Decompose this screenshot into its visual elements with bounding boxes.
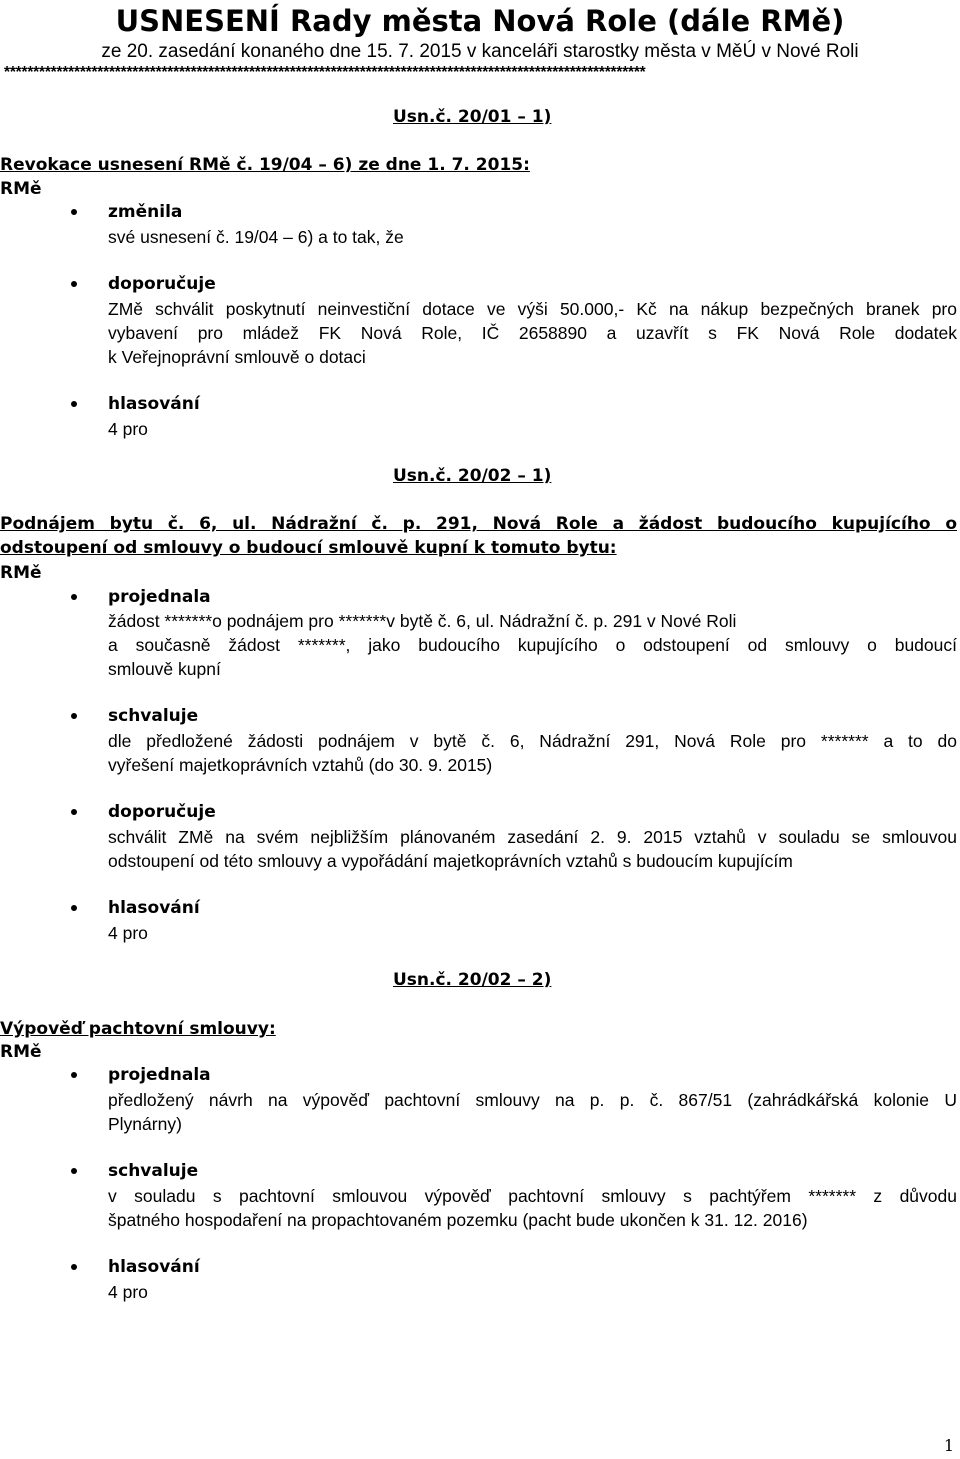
bullet-icon	[71, 594, 77, 600]
resolution-title: Výpověď pachtovní smlouvy:	[0, 1019, 276, 1039]
resolution-title: Revokace usnesení RMě č. 19/04 – 6) ze dne 1. 7. 2015:	[0, 155, 530, 175]
resolution-number: Usn.č. 20/02 – 2)	[393, 970, 552, 990]
resolution-verb: hlasování	[108, 898, 200, 918]
resolution-text: ZMě schválit poskytnutí neinvestiční dotace ve výši 50.000,- Kč na nákup bezpečných branek pro vybavení pro mládež FK Nová Role, IČ 2658890 a uzavřít s FK Nová Role dodatek k Veřejnoprávní smlouvě o dotaci	[108, 299, 957, 367]
bullet-icon	[71, 401, 77, 407]
separator-stars: **************************************************************************************************************	[4, 64, 646, 81]
vote-result: 4 pro	[108, 1282, 148, 1302]
bullet-icon	[71, 713, 77, 719]
resolution-text: své usnesení č. 19/04 – 6) a to tak, že	[108, 227, 404, 247]
resolution-number: Usn.č. 20/01 – 1)	[393, 107, 552, 127]
vote-result: 4 pro	[108, 923, 148, 943]
resolution-text: předložený návrh na výpověď pachtovní smlouvy na p. p. č. 867/51 (zahrádkářská kolonie U Plynárny)	[108, 1090, 957, 1134]
bullet-icon	[71, 905, 77, 911]
document-title: USNESENÍ Rady města Nová Role (dále RMě)	[115, 4, 845, 38]
bullet-icon	[71, 281, 77, 287]
resolution-number: Usn.č. 20/02 – 1)	[393, 466, 552, 486]
resolution-text: dle předložené žádosti podnájem v bytě č. 6, Nádražní 291, Nová Role pro ******* a to do vyřešení majetkoprávních vztahů (do 30. 9. 2015)	[108, 731, 957, 775]
resolution-verb: projednala	[108, 587, 211, 607]
resolution-text: žádost *******o podnájem pro *******v bytě č. 6, ul. Nádražní č. p. 291 v Nové Roli a současně žádost *******, jako budoucího kupujícího o odstoupení od smlouvy o budoucí smlouvě kupní	[108, 611, 957, 679]
resolution-verb: doporučuje	[108, 274, 216, 294]
resolution-verb: schvaluje	[108, 706, 199, 726]
resolution-verb: projednala	[108, 1065, 211, 1085]
resolution-body-label: RMě	[0, 179, 42, 199]
resolution-verb: doporučuje	[108, 802, 216, 822]
resolution-text: schválit ZMě na svém nejbližším plánovaném zasedání 2. 9. 2015 vztahů v souladu se smlouvou odstoupení od této smlouvy a vypořádání majetkoprávních vztahů s budoucím kupujícím	[108, 827, 957, 871]
resolution-verb: změnila	[108, 202, 183, 222]
resolution-title: Podnájem bytu č. 6, ul. Nádražní č. p. 291, Nová Role a žádost budoucího kupujícího o odstoupení od smlouvy o budoucí smlouvě kupní k tomuto bytu:	[0, 514, 957, 558]
resolution-verb: hlasování	[108, 394, 200, 414]
resolution-body-label: RMě	[0, 563, 42, 583]
resolution-verb: hlasování	[108, 1257, 200, 1277]
resolution-text: v souladu s pachtovní smlouvou výpověď pachtovní smlouvy s pachtýřem ******* z důvodu špatného hospodaření na propachtovaném pozemku (pacht bude ukončen k 31. 12. 2016)	[108, 1186, 957, 1230]
vote-result: 4 pro	[108, 419, 148, 439]
bullet-icon	[71, 1264, 77, 1270]
bullet-icon	[71, 1168, 77, 1174]
bullet-icon	[71, 1072, 77, 1078]
resolution-verb: schvaluje	[108, 1161, 199, 1181]
bullet-icon	[71, 209, 77, 215]
page-number: 1	[943, 1436, 954, 1455]
resolution-body-label: RMě	[0, 1042, 42, 1062]
document-subtitle: ze 20. zasedání konaného dne 15. 7. 2015 v kanceláři starostky města v MěÚ v Nové Roli	[101, 41, 859, 62]
bullet-icon	[71, 809, 77, 815]
